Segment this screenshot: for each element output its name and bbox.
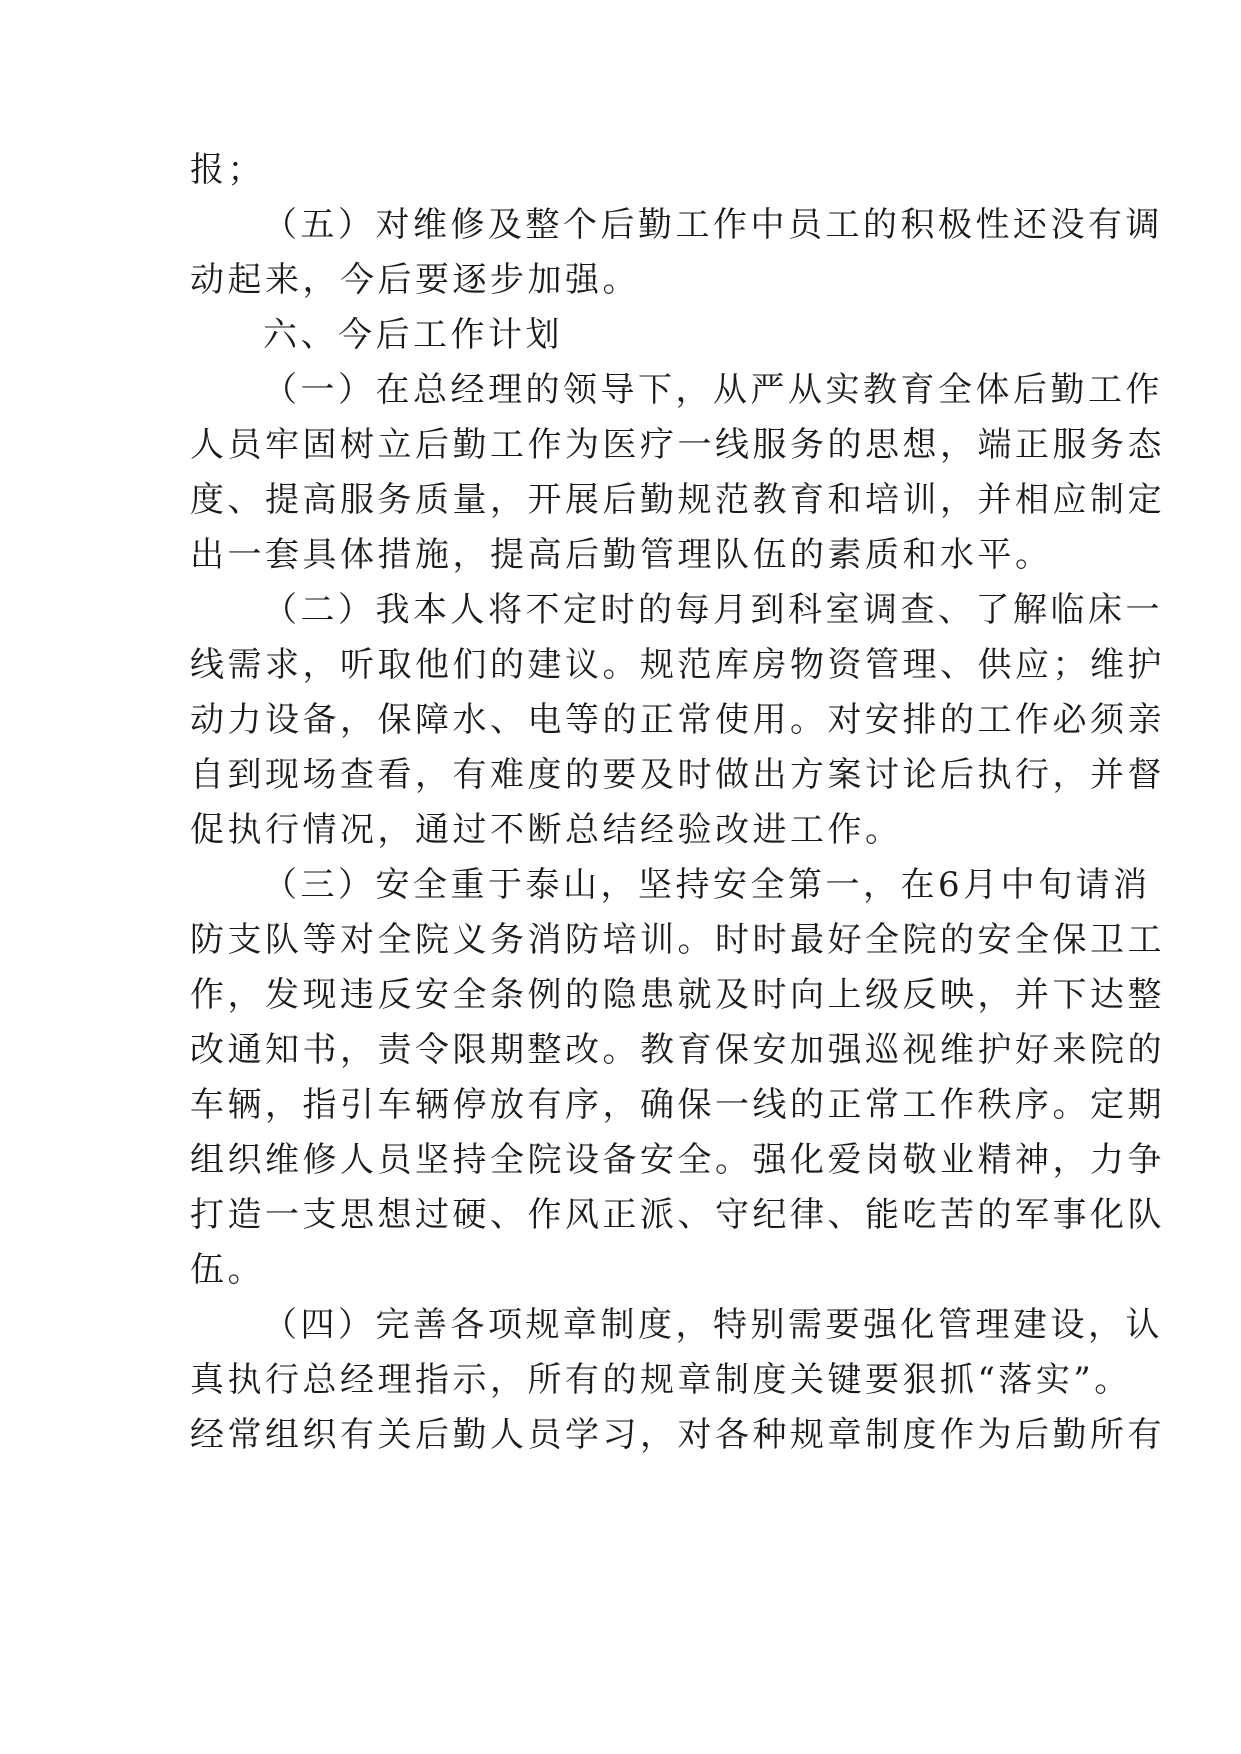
text-line: 促执行情况，通过不断总结经验改进工作。 [190, 810, 903, 850]
text-line: 作，发现违反安全条例的隐患就及时向上级反映，并下达整 [190, 975, 1165, 1015]
paragraph-4-start: （四）完善各项规章制度，特别需要强化管理建设，认 [263, 1305, 1163, 1345]
text-line: 伍。 [190, 1250, 265, 1290]
text-line: 动起来，今后要逐步加强。 [190, 260, 640, 300]
paragraph-3-start: （三）安全重于泰山，坚持安全第一，在6月中旬请消 [263, 865, 1151, 905]
text-line: 真执行总经理指示，所有的规章制度关键要狠抓“落实”。 [190, 1360, 1132, 1400]
text-line: 改通知书，责令限期整改。教育保安加强巡视维护好来院的 [190, 1030, 1165, 1070]
text-line: 车辆，指引车辆停放有序，确保一线的正常工作秩序。定期 [190, 1085, 1165, 1125]
text-line: 打造一支思想过硬、作风正派、守纪律、能吃苦的军事化队 [190, 1195, 1165, 1235]
text-line: 组织维修人员坚持全院设备安全。强化爱岗敬业精神，力争 [190, 1140, 1165, 1180]
text-line: 人员牢固树立后勤工作为医疗一线服务的思想，端正服务态 [190, 425, 1165, 465]
text-line: 动力设备，保障水、电等的正常使用。对安排的工作必须亲 [190, 700, 1165, 740]
text-line: 出一套具体措施，提高后勤管理队伍的素质和水平。 [190, 535, 1053, 575]
paragraph-2-start: （二）我本人将不定时的每月到科室调查、了解临床一 [263, 590, 1163, 630]
text-line: 自到现场查看，有难度的要及时做出方案讨论后执行，并督 [190, 755, 1165, 795]
text-line: 度、提高服务质量，开展后勤规范教育和培训，并相应制定 [190, 480, 1165, 520]
text-line: 经常组织有关后勤人员学习，对各种规章制度作为后勤所有 [190, 1415, 1165, 1455]
paragraph-1-start: （一）在总经理的领导下，从严从实教育全体后勤工作 [263, 370, 1163, 410]
text-line: 线需求，听取他们的建议。规范库房物资管理、供应；维护 [190, 645, 1165, 685]
section-heading-6: 六、今后工作计划 [263, 315, 563, 355]
paragraph-5-start: （五）对维修及整个后勤工作中员工的积极性还没有调 [263, 205, 1163, 245]
text-line: 防支队等对全院义务消防培训。时时最好全院的安全保卫工 [190, 920, 1165, 960]
text-line: 报； [190, 150, 265, 190]
